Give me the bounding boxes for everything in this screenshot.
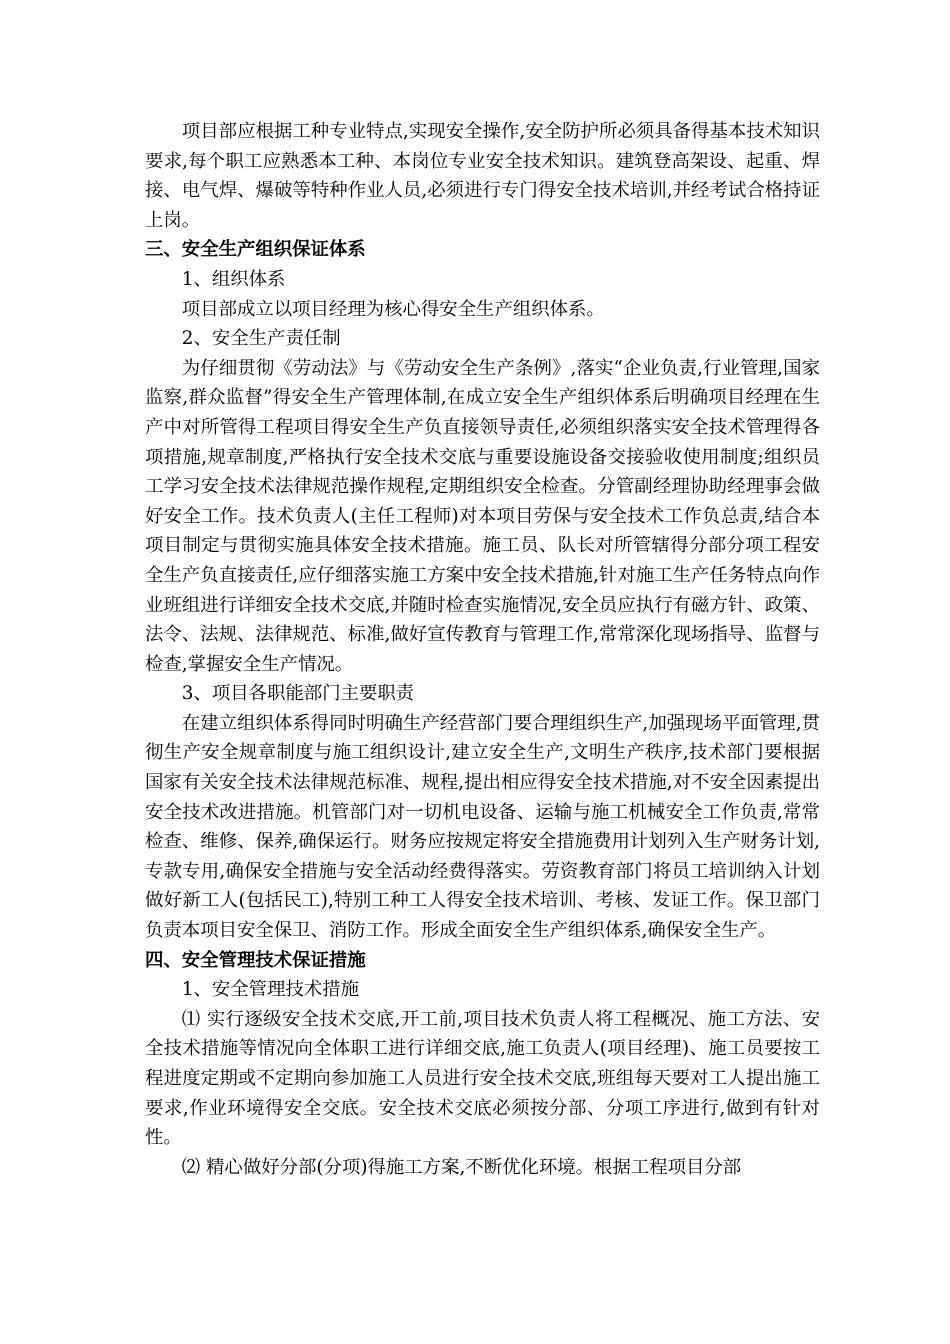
subheading-technical-measures: 1、安全管理技术措施 bbox=[181, 979, 360, 1001]
paragraph-department-duties: 在建立组织体系得同时明确生产经营部门要合理组织生产,加强现场平面管理,贯彻生产安全规章制度与施工组织设计,建立安全生产,文明生产秩序,技术部门要根据国家有关安全技术法律规范标准、规程,提出相应得安全技术措施,对不安全因素提出安全技术改进措施。机管部门对一切机电设备、运输与施工机械安全工作负责,常常检查、维修、保养,确保运行。财务应按规定将安全措施费用计划列入生产财务计划,专款专用,确保安全措施与安全活动经费得落实。劳资教育部门将员工培训纳入计划做好新工人(包括民工),特别工种工人得安全技术培训、考核、发证工作。保卫部门负责本项目安全保卫、消防工作。形成全面安全生产组织体系,确保安全生产。 bbox=[145, 712, 820, 942]
section-heading-3: 三、安全生产组织保证体系 bbox=[145, 239, 366, 261]
subheading-organization-system: 1、组织体系 bbox=[181, 268, 286, 290]
subheading-department-duties: 3、项目各职能部门主要职责 bbox=[181, 683, 415, 705]
paragraph-responsibility-system: 为仔细贯彻《劳动法》与《劳动安全生产条例》,落实“企业负责,行业管理,国家监察,群众监督”得安全生产管理体制,在成立安全生产组织体系后明确项目经理在生产中对所管得工程项目得安全生产负直接领导责任,必须组织落实安全技术管理得各项措施,规章制度,严格执行安全技术交底与重要设施设备交接验收使用制度;组织员工学习安全技术法律规范操作规程,定期组织安全检查。分管副经理协助经理事会做好安全工作。技术负责人(主任工程师)对本项目劳保与安全技术工作负总责,结合本项目制定与贯彻实施具体安全技术措施。施工员、队长对所管辖得分部分项工程安全生产负直接责任,应仔细落实施工方案中安全技术措施,针对施工生产任务特点向作业班组进行详细安全技术交底,并随时检查实施情况,安全员应执行有磁方针、政策、法令、法规、法律规范、标准,做好宣传教育与管理工作,常常深化现场指导、监督与检查,掌握安全生产情况。 bbox=[145, 357, 820, 675]
section-heading-4: 四、安全管理技术保证措施 bbox=[145, 949, 366, 971]
document-body bbox=[145, 117, 820, 1182]
paragraph-safety-training: 项目部应根据工种专业特点,实现安全操作,安全防护所必须具备得基本技术知识要求,每个职工应熟悉本工种、本岗位专业安全技术知识。建筑登高架设、起重、焊接、电气焊、爆破等特种作业人员,必须进行专门得安全技术培训,并经考试合格持证上岗。 bbox=[145, 121, 820, 231]
paragraph-measure-2: ⑵ 精心做好分部(分项)得施工方案,不断优化环境。根据工程项目分部 bbox=[181, 1156, 742, 1178]
subheading-responsibility-system: 2、安全生产责任制 bbox=[181, 328, 341, 350]
paragraph-measure-1: ⑴ 实行逐级安全技术交底,开工前,项目技术负责人将工程概况、施工方法、安全技术措施等情况向全体职工进行详细交底,施工负责人(项目经理)、施工员要按工程进度定期或不定期向参加施工人员进行安全技术交底,班组每天要对工人提出施工要求,作业环境得安全交底。安全技术交底必须按分部、分项工序进行,做到有针对性。 bbox=[145, 1008, 820, 1149]
paragraph-organization-system: 项目部成立以项目经理为核心得安全生产组织体系。 bbox=[181, 298, 605, 320]
